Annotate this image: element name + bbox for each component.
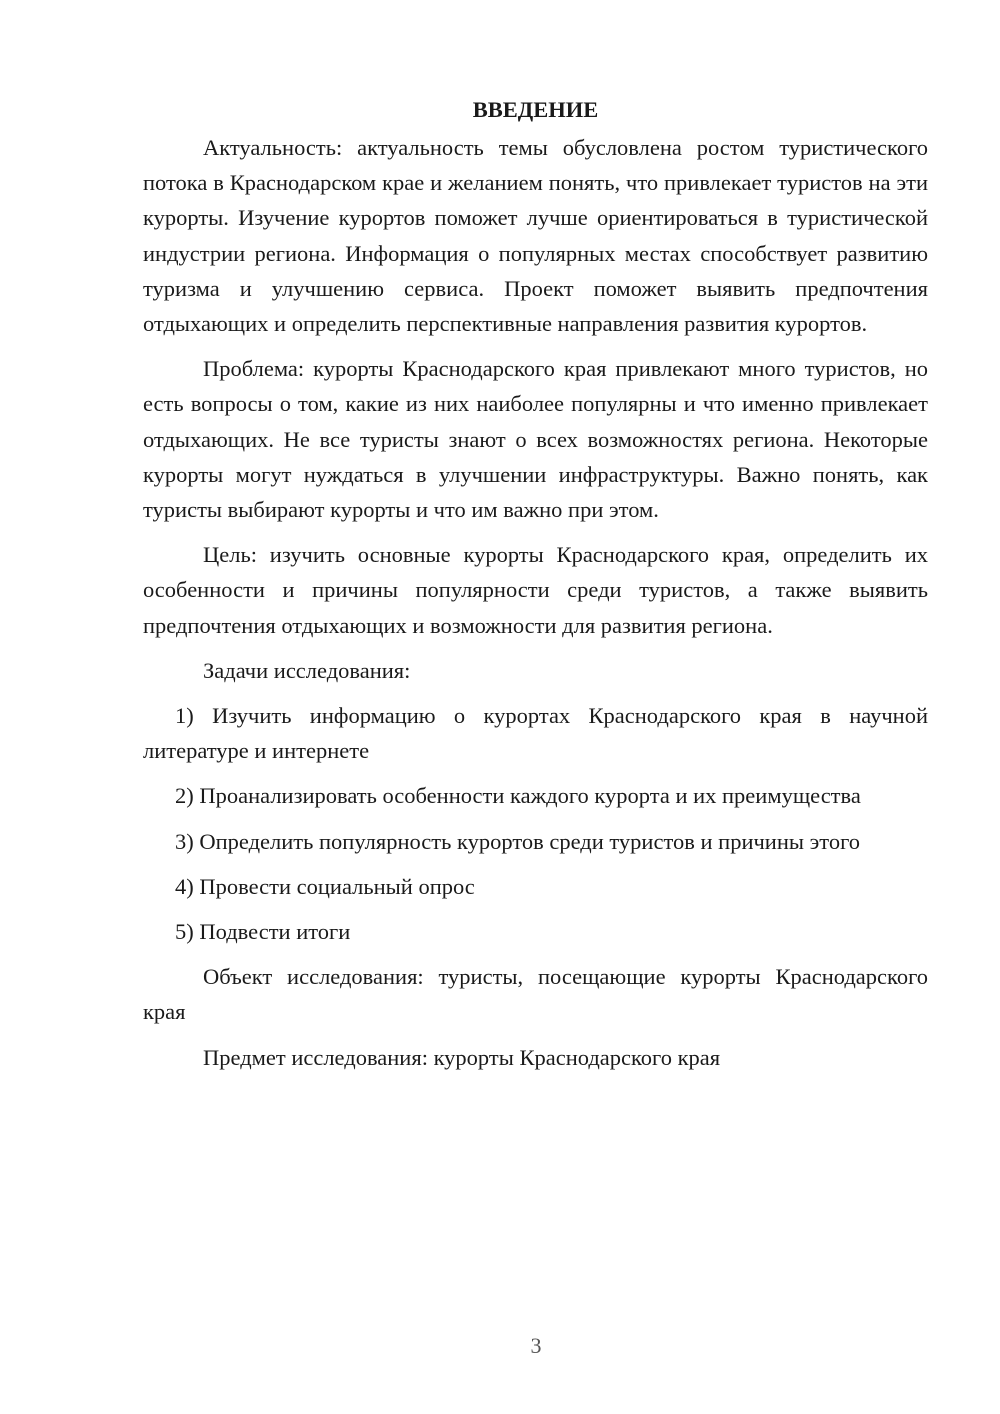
task-item-4: 4) Провести социальный опрос	[175, 873, 475, 899]
task-item-5: 5) Подвести итоги	[175, 919, 351, 945]
problem-paragraph: Проблема: курорты Краснодарского края привлекают много туристов, но есть вопросы о том, какие из них наиболее популярны и что именно привлекает отдыхающих. Не все туристы знают о всех возможностях региона. Некоторые курорты могут нуждаться в улучшении инфраструктуры. Важно понять, как туристы выбирают курорты и что им важно при этом.	[143, 356, 928, 523]
task-item-1: 1) Изучить информацию о курортах Краснодарского края в научной литературе и интернете	[143, 703, 928, 764]
relevance-paragraph: Актуальность: актуальность темы обусловлена ростом туристического потока в Краснодарском крае и желанием понять, что привлекает туристов на эти курорты. Изучение курортов поможет лучше ориентироваться в туристической индустрии региона. Информация о популярных местах способствует развитию туризма и улучшению сервиса. Проект поможет выявить предпочтения отдыхающих и определить перспективные направления развития курортов.	[143, 135, 928, 337]
goal-paragraph: Цель: изучить основные курорты Краснодарского края, определить их особенности и причины популярности среди туристов, а также выявить предпочтения отдыхающих и возможности для развития региона.	[143, 542, 928, 638]
tasks-heading: Задачи исследования:	[203, 657, 411, 683]
section-title: ВВЕДЕНИЕ	[472, 97, 599, 122]
subject-paragraph: Предмет исследования: курорты Краснодарского края	[203, 1044, 721, 1070]
object-paragraph: Объект исследования: туристы, посещающие курорты Краснодарского края	[143, 964, 928, 1025]
task-item-3: 3) Определить популярность курортов среди туристов и причины этого	[175, 828, 860, 854]
document-page	[143, 92, 928, 1085]
page-number: 3	[530, 1333, 542, 1358]
task-item-2: 2) Проанализировать особенности каждого курорта и их преимущества	[175, 783, 861, 809]
